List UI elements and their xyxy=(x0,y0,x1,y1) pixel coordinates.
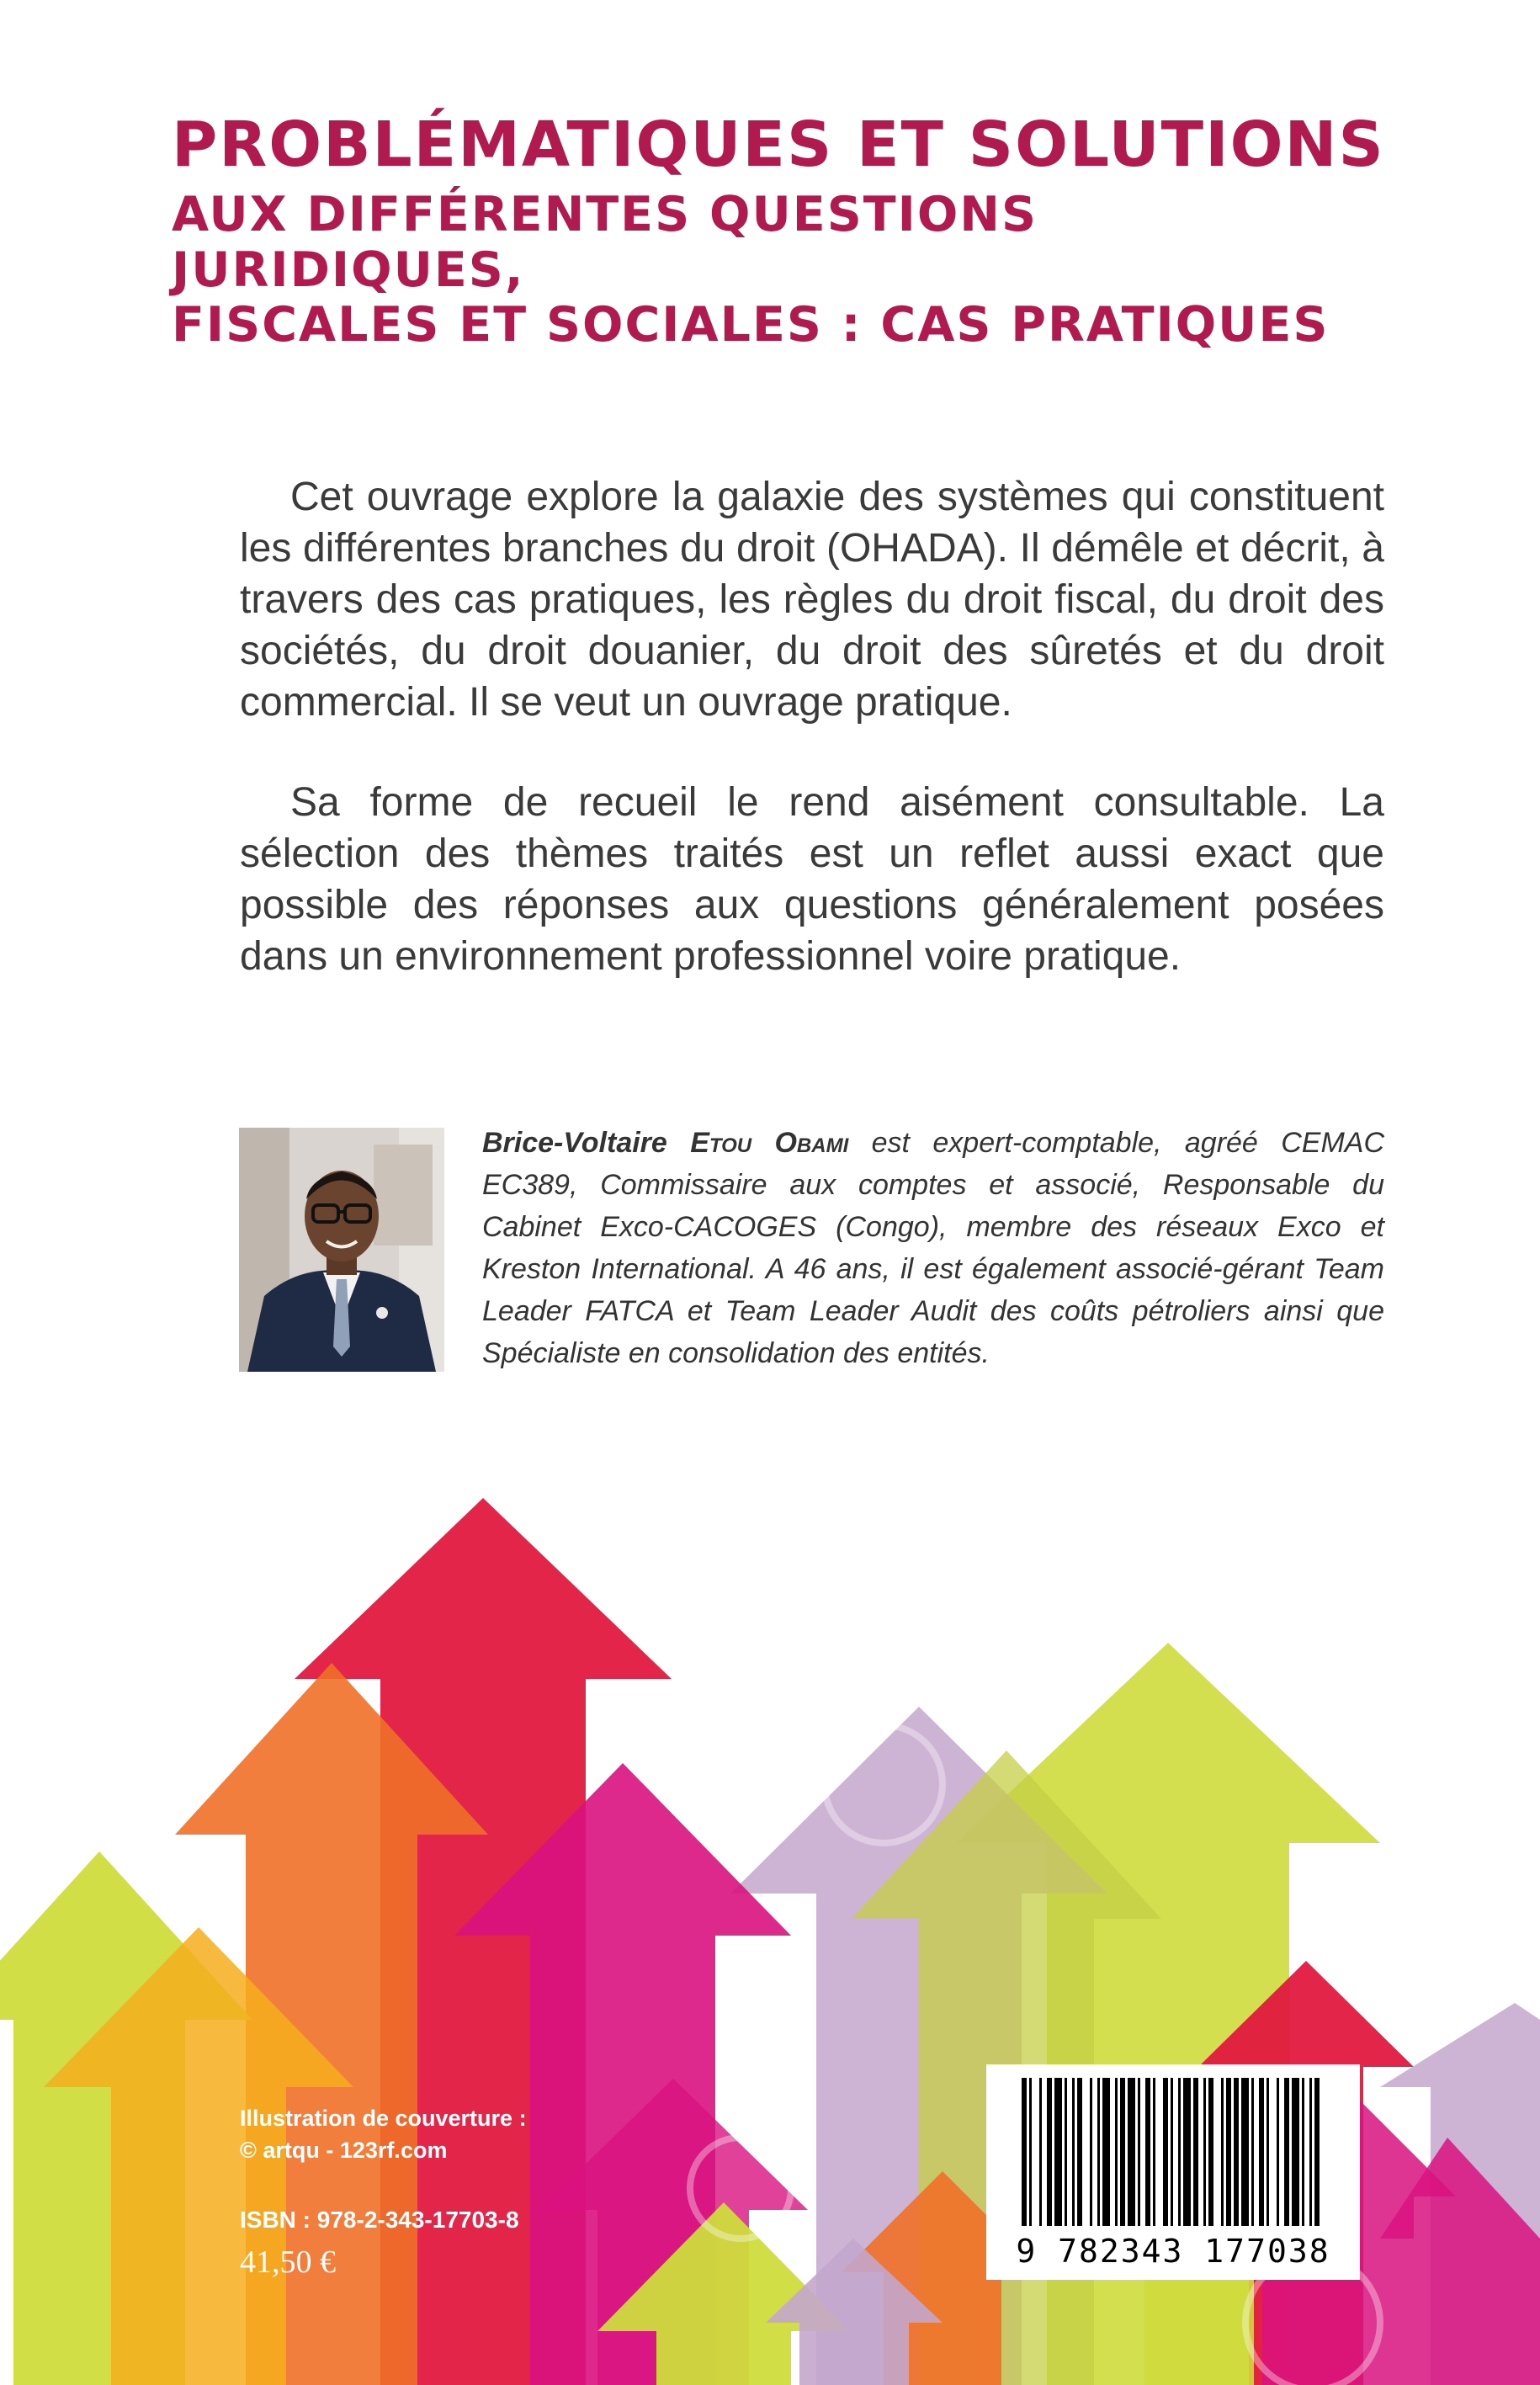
barcode-bar xyxy=(1277,2078,1279,2226)
barcode-bar xyxy=(1128,2078,1135,2226)
barcode xyxy=(986,2064,1360,2280)
barcode-bar xyxy=(1072,2078,1075,2226)
barcode-digits: 9 782343 177038 xyxy=(1016,2233,1330,2270)
title-line-3: FISCALES ET SOCIALES : CAS PRATIQUES xyxy=(172,297,1330,353)
barcode-bar xyxy=(1234,2078,1239,2226)
barcode-bar xyxy=(1193,2078,1198,2226)
barcode-bar xyxy=(1047,2078,1052,2226)
barcode-bar xyxy=(1221,2078,1224,2226)
title-line-2: AUX DIFFÉRENTES QUESTIONS JURIDIQUES, xyxy=(172,187,1038,298)
barcode-bar xyxy=(1054,2078,1062,2226)
barcode-bar xyxy=(1226,2078,1231,2226)
author-bio xyxy=(482,1122,1384,1374)
title-line-1: PROBLÉMATIQUES ET SOLUTIONS xyxy=(172,109,1385,181)
barcode-bar xyxy=(1145,2078,1150,2226)
barcode-bar xyxy=(1102,2078,1110,2226)
barcode-bar xyxy=(1292,2078,1299,2226)
barcode-bar xyxy=(1029,2078,1032,2226)
barcode-bar xyxy=(1302,2078,1304,2226)
barcode-bar xyxy=(1314,2078,1320,2226)
cover-credit xyxy=(240,2102,527,2166)
description-paragraph-1: Cet ouvrage explore la galaxie des systèmes qui constituent les différentes branches du droit (OHADA). Il démêle et décrit, à travers des cas pratiques, les règles du droit fiscal, du droit des sociétés, du droit douanier, du droit des sûretés et du droit commercial. Il se veut un ouvrage pratique. xyxy=(240,475,1384,725)
barcode-bar xyxy=(1241,2078,1249,2226)
credit-line-1: Illustration de couverture : xyxy=(240,2106,527,2131)
barcode-bar xyxy=(1022,2078,1027,2226)
barcode-bar xyxy=(1097,2078,1100,2226)
credit-line-2: © artqu - 123rf.com xyxy=(240,2138,448,2163)
barcode-bar xyxy=(1163,2078,1168,2226)
book-title xyxy=(172,109,1392,353)
author-last-name: Etou Obami xyxy=(690,1127,849,1159)
author-first-name: Brice-Voltaire xyxy=(482,1127,667,1159)
description-paragraph-2: Sa forme de recueil le rend aisément consultable. La sélection des thèmes traités est un reflet aussi exact que possible des réponses aux questions généralement posées dans un environnement professionnel voire pratique. xyxy=(240,780,1384,979)
barcode-bar xyxy=(1171,2078,1173,2226)
barcode-bar xyxy=(1153,2078,1155,2226)
barcode-bar xyxy=(1077,2078,1082,2226)
barcode-bar xyxy=(1039,2078,1042,2226)
barcode-bar xyxy=(1284,2078,1289,2226)
price: 41,50 € xyxy=(240,2244,336,2280)
isbn: ISBN : 978-2-343-17703-8 xyxy=(240,2207,519,2233)
barcode-bar xyxy=(1183,2078,1191,2226)
barcode-bar xyxy=(1138,2078,1140,2226)
barcode-bar xyxy=(1065,2078,1067,2226)
barcode-bar xyxy=(1259,2078,1264,2226)
barcode-bar xyxy=(1178,2078,1181,2226)
author-bio-text: est expert-comptable, agréé CEMAC EC389, Commissaire aux comptes et associé, Responsable du Cabinet Exco-CACOGES (Congo), membre des réseaux Exco et Kreston International. A 46 ans, il est également associé-gérant Team Leader FATCA et Team Leader Audit des coûts pétroliers ainsi que Spécialiste en consolidation des entités. xyxy=(482,1127,1384,1369)
barcode-bars xyxy=(986,2064,1360,2233)
barcode-bar xyxy=(1090,2078,1092,2226)
barcode-bar xyxy=(1208,2078,1213,2226)
barcode-bar xyxy=(1267,2078,1269,2226)
barcode-bar xyxy=(1251,2078,1254,2226)
barcode-bar xyxy=(1309,2078,1312,2226)
book-description xyxy=(240,471,1384,1031)
author-photo xyxy=(239,1128,444,1372)
barcode-bar xyxy=(1203,2078,1206,2226)
barcode-bar xyxy=(1115,2078,1118,2226)
barcode-bar xyxy=(1120,2078,1125,2226)
